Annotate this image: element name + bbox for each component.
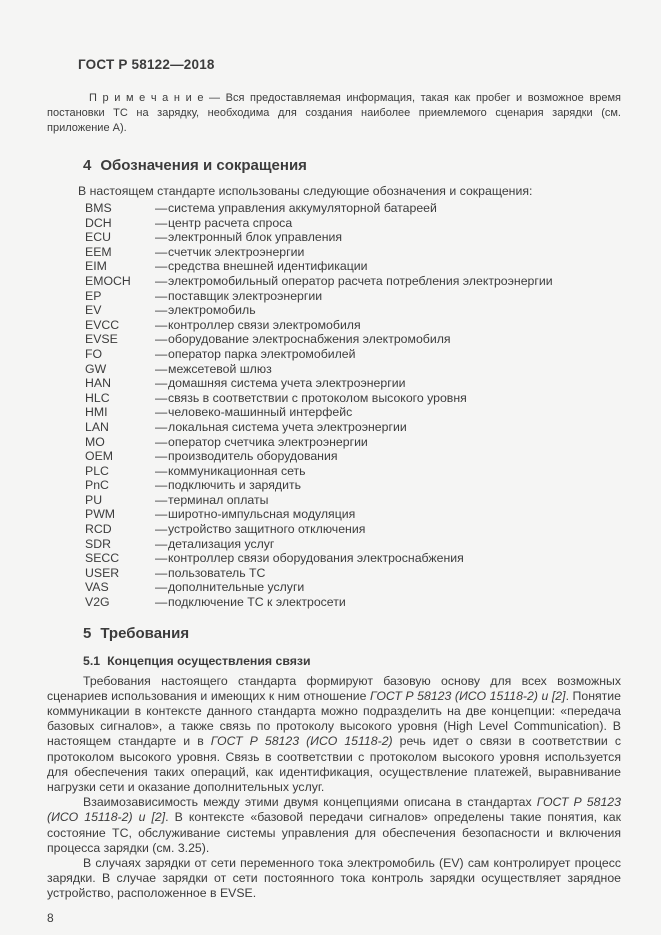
abbr-term: SECC xyxy=(85,551,120,566)
abbr-dash: — xyxy=(155,551,168,566)
abbr-term: EVCC xyxy=(85,317,120,332)
abbr-term: LAN xyxy=(85,419,109,434)
abbr-dash: — xyxy=(155,565,168,580)
abbr-dash: — xyxy=(155,259,168,274)
abbr-definition: оборудование электроснабжения электромобиля xyxy=(168,332,451,347)
abbr-term: EMOCH xyxy=(85,273,131,288)
abbr-row xyxy=(47,201,621,216)
abbr-term: PnC xyxy=(85,478,109,493)
abbr-definition: межсетевой шлюз xyxy=(168,361,272,376)
abbr-definition: поставщик электроэнергии xyxy=(168,288,323,303)
section4-heading xyxy=(83,157,621,174)
abbr-row xyxy=(47,507,621,522)
section5-1-number: 5.1 xyxy=(83,653,101,668)
abbr-row xyxy=(47,216,621,231)
abbr-definition: подключение ТС к электросети xyxy=(168,595,346,610)
abbr-term: HLC xyxy=(85,390,110,405)
abbr-term: BMS xyxy=(85,201,112,215)
abbr-term: EV xyxy=(85,303,102,318)
abbr-definition: контроллер связи электромобиля xyxy=(168,317,361,332)
abbr-row xyxy=(47,332,621,347)
abbr-term: USER xyxy=(85,565,120,580)
abbr-row xyxy=(47,230,621,245)
abbr-dash: — xyxy=(155,361,168,376)
abbr-term: HMI xyxy=(85,405,108,420)
abbr-dash: — xyxy=(155,288,168,303)
section5-number: 5 xyxy=(83,624,92,642)
abbr-term: VAS xyxy=(85,580,109,595)
body-paragraph: В случаях зарядки от сети переменного тока электромобиль (EV) сам контролирует процесс зарядки. В случае зарядки от сети постоянного тока контроль зарядки осуществляет зарядное устройство, расположенное в EVSE. xyxy=(47,856,621,901)
abbr-row xyxy=(47,420,621,435)
abbr-definition: домашняя система учета электроэнергии xyxy=(168,376,406,391)
abbr-term: OEM xyxy=(85,449,114,464)
abbr-dash: — xyxy=(155,390,168,405)
section4-title: Обозначения и сокращения xyxy=(100,157,307,174)
abbr-row xyxy=(47,274,621,289)
abbr-term: PLC xyxy=(85,463,109,478)
abbr-dash: — xyxy=(155,449,168,464)
abbr-dash: — xyxy=(155,405,168,420)
abbr-dash: — xyxy=(155,492,168,507)
abbr-row xyxy=(47,580,621,595)
abbr-dash: — xyxy=(155,201,168,215)
abbr-definition: средства внешней идентификации xyxy=(168,259,368,274)
abbr-dash: — xyxy=(155,376,168,391)
abbr-row xyxy=(47,435,621,450)
abbr-term: EP xyxy=(85,288,102,303)
body-paragraph: Взаимозависимость между этими двумя концепциями описана в стандартах ГОСТ Р 58123 (ИСО 15118-2) и [2]. В контексте «базовой передачи сигналов» определены такие понятия, как состояние ТС, обслуживание системы управления для обеспечения безопасности и включения процесса зарядки (см. 3.25). xyxy=(47,795,621,855)
abbr-dash: — xyxy=(155,244,168,259)
note-label: П р и м е ч а н и е xyxy=(89,92,204,104)
abbr-term: PWM xyxy=(85,507,116,522)
abbr-row xyxy=(47,449,621,464)
abbr-definition: система управления аккумуляторной батареей xyxy=(168,201,437,215)
abbr-dash: — xyxy=(155,332,168,347)
abbr-dash: — xyxy=(155,230,168,245)
note-text: Вся предоставляемая информация, такая как пробег и возможное время постановки ТС на зарядку, необходима для создания наиболее приемлемого сценария зарядки (см. приложение А). xyxy=(47,92,621,134)
abbr-term: SDR xyxy=(85,536,111,551)
section4-number: 4 xyxy=(83,157,92,174)
abbr-dash: — xyxy=(155,507,168,522)
abbr-row xyxy=(47,551,621,566)
abbr-definition: широтно-импульсная модуляция xyxy=(168,507,356,522)
abbr-term: HAN xyxy=(85,376,111,391)
abbr-dash: — xyxy=(155,595,168,610)
abbr-dash: — xyxy=(155,303,168,318)
document-header: ГОСТ Р 58122—2018 xyxy=(78,57,215,72)
abbr-row xyxy=(47,289,621,304)
abbr-row xyxy=(47,347,621,362)
abbr-dash: — xyxy=(155,536,168,551)
abbr-definition: производитель оборудования xyxy=(168,449,338,464)
abbr-term: EEM xyxy=(85,244,112,259)
abbr-dash: — xyxy=(155,463,168,478)
abbr-row xyxy=(47,405,621,420)
abbr-definition: счетчик электроэнергии xyxy=(168,244,305,259)
abbr-row xyxy=(47,245,621,260)
abbr-row xyxy=(47,566,621,581)
section4-intro: В настоящем стандарте использованы следующие обозначения и сокращения: xyxy=(78,184,533,198)
abbr-row xyxy=(47,318,621,333)
abbr-definition: человеко-машинный интерфейс xyxy=(168,405,353,420)
abbr-dash: — xyxy=(155,419,168,434)
abbr-dash: — xyxy=(155,317,168,332)
abbreviations-list xyxy=(47,201,621,610)
abbr-definition: коммуникационная сеть xyxy=(168,463,306,478)
abbr-definition: локальная система учета электроэнергии xyxy=(168,419,407,434)
abbr-row xyxy=(47,362,621,377)
abbr-row xyxy=(47,522,621,537)
abbr-row xyxy=(47,303,621,318)
abbr-term: EIM xyxy=(85,259,107,274)
abbr-row xyxy=(47,259,621,274)
section5-heading xyxy=(83,625,621,642)
abbr-term: V2G xyxy=(85,595,110,610)
abbr-row xyxy=(47,537,621,552)
abbr-term: EVSE xyxy=(85,332,118,347)
abbr-definition: электромобильный оператор расчета потребления электроэнергии xyxy=(168,273,553,288)
abbr-term: ECU xyxy=(85,230,111,245)
abbr-definition: центр расчета спроса xyxy=(168,215,293,230)
abbr-definition: связь в соответствии с протоколом высокого уровня xyxy=(168,390,467,405)
abbr-row xyxy=(47,391,621,406)
abbr-row xyxy=(47,493,621,508)
abbr-dash: — xyxy=(155,522,168,537)
abbr-row xyxy=(47,595,621,610)
abbr-definition: подключить и зарядить xyxy=(168,478,301,493)
abbr-definition: электронный блок управления xyxy=(168,230,343,245)
abbr-row xyxy=(47,478,621,493)
abbr-dash: — xyxy=(155,273,168,288)
abbr-dash: — xyxy=(155,346,168,361)
note-paragraph xyxy=(47,91,621,136)
abbr-definition: оператор счетчика электроэнергии xyxy=(168,434,368,449)
section5-title: Требования xyxy=(100,624,190,642)
abbr-definition: детализация услуг xyxy=(168,536,275,551)
abbr-dash: — xyxy=(155,215,168,230)
abbr-term: FO xyxy=(85,346,103,361)
abbr-term: PU xyxy=(85,492,103,507)
section5-1-title: Концепция осуществления связи xyxy=(107,653,311,668)
abbr-definition: электромобиль xyxy=(168,303,256,318)
abbr-term: RCD xyxy=(85,522,112,537)
page-number: 8 xyxy=(47,910,54,925)
abbr-definition: терминал оплаты xyxy=(168,492,269,507)
abbr-definition: оператор парка электромобилей xyxy=(168,346,356,361)
abbr-definition: дополнительные услуги xyxy=(168,580,305,595)
abbr-term: MO xyxy=(85,434,105,449)
abbr-term: DCH xyxy=(85,215,112,230)
section5-body xyxy=(47,674,621,902)
abbr-dash: — xyxy=(155,434,168,449)
abbr-definition: устройство защитного отключения xyxy=(168,522,366,537)
abbr-term: GW xyxy=(85,361,107,376)
abbr-row xyxy=(47,376,621,391)
body-paragraph: Требования настоящего стандарта формируют базовую основу для всех возможных сценариев использования и имеющих к ним отношение ГОСТ Р 58123 (ИСО 15118-2) и [2]. Понятие коммуникации в контексте данного стандарта можно подразделить на две концепции: «передача базовых сигналов», а также связь по протоколу высокого уровня (High Level Communication). В настоящем стандарте и в ГОСТ Р 58123 (ИСО 15118-2) речь идет о связи в соответствии с протоколом высокого уровня. Связь в соответствии с протоколом высокого уровня используется для обеспечения таких операций, как идентификация, осуществление платежей, выравнивание нагрузки сети и оказание дополнительных услуг. xyxy=(47,673,621,795)
abbr-dash: — xyxy=(155,478,168,493)
abbr-dash: — xyxy=(155,580,168,595)
abbr-row xyxy=(47,464,621,479)
section5-1-heading xyxy=(83,654,621,668)
note-separator: — xyxy=(203,92,226,104)
abbr-definition: контроллер связи оборудования электроснабжения xyxy=(168,551,464,566)
abbr-definition: пользователь ТС xyxy=(168,565,266,580)
